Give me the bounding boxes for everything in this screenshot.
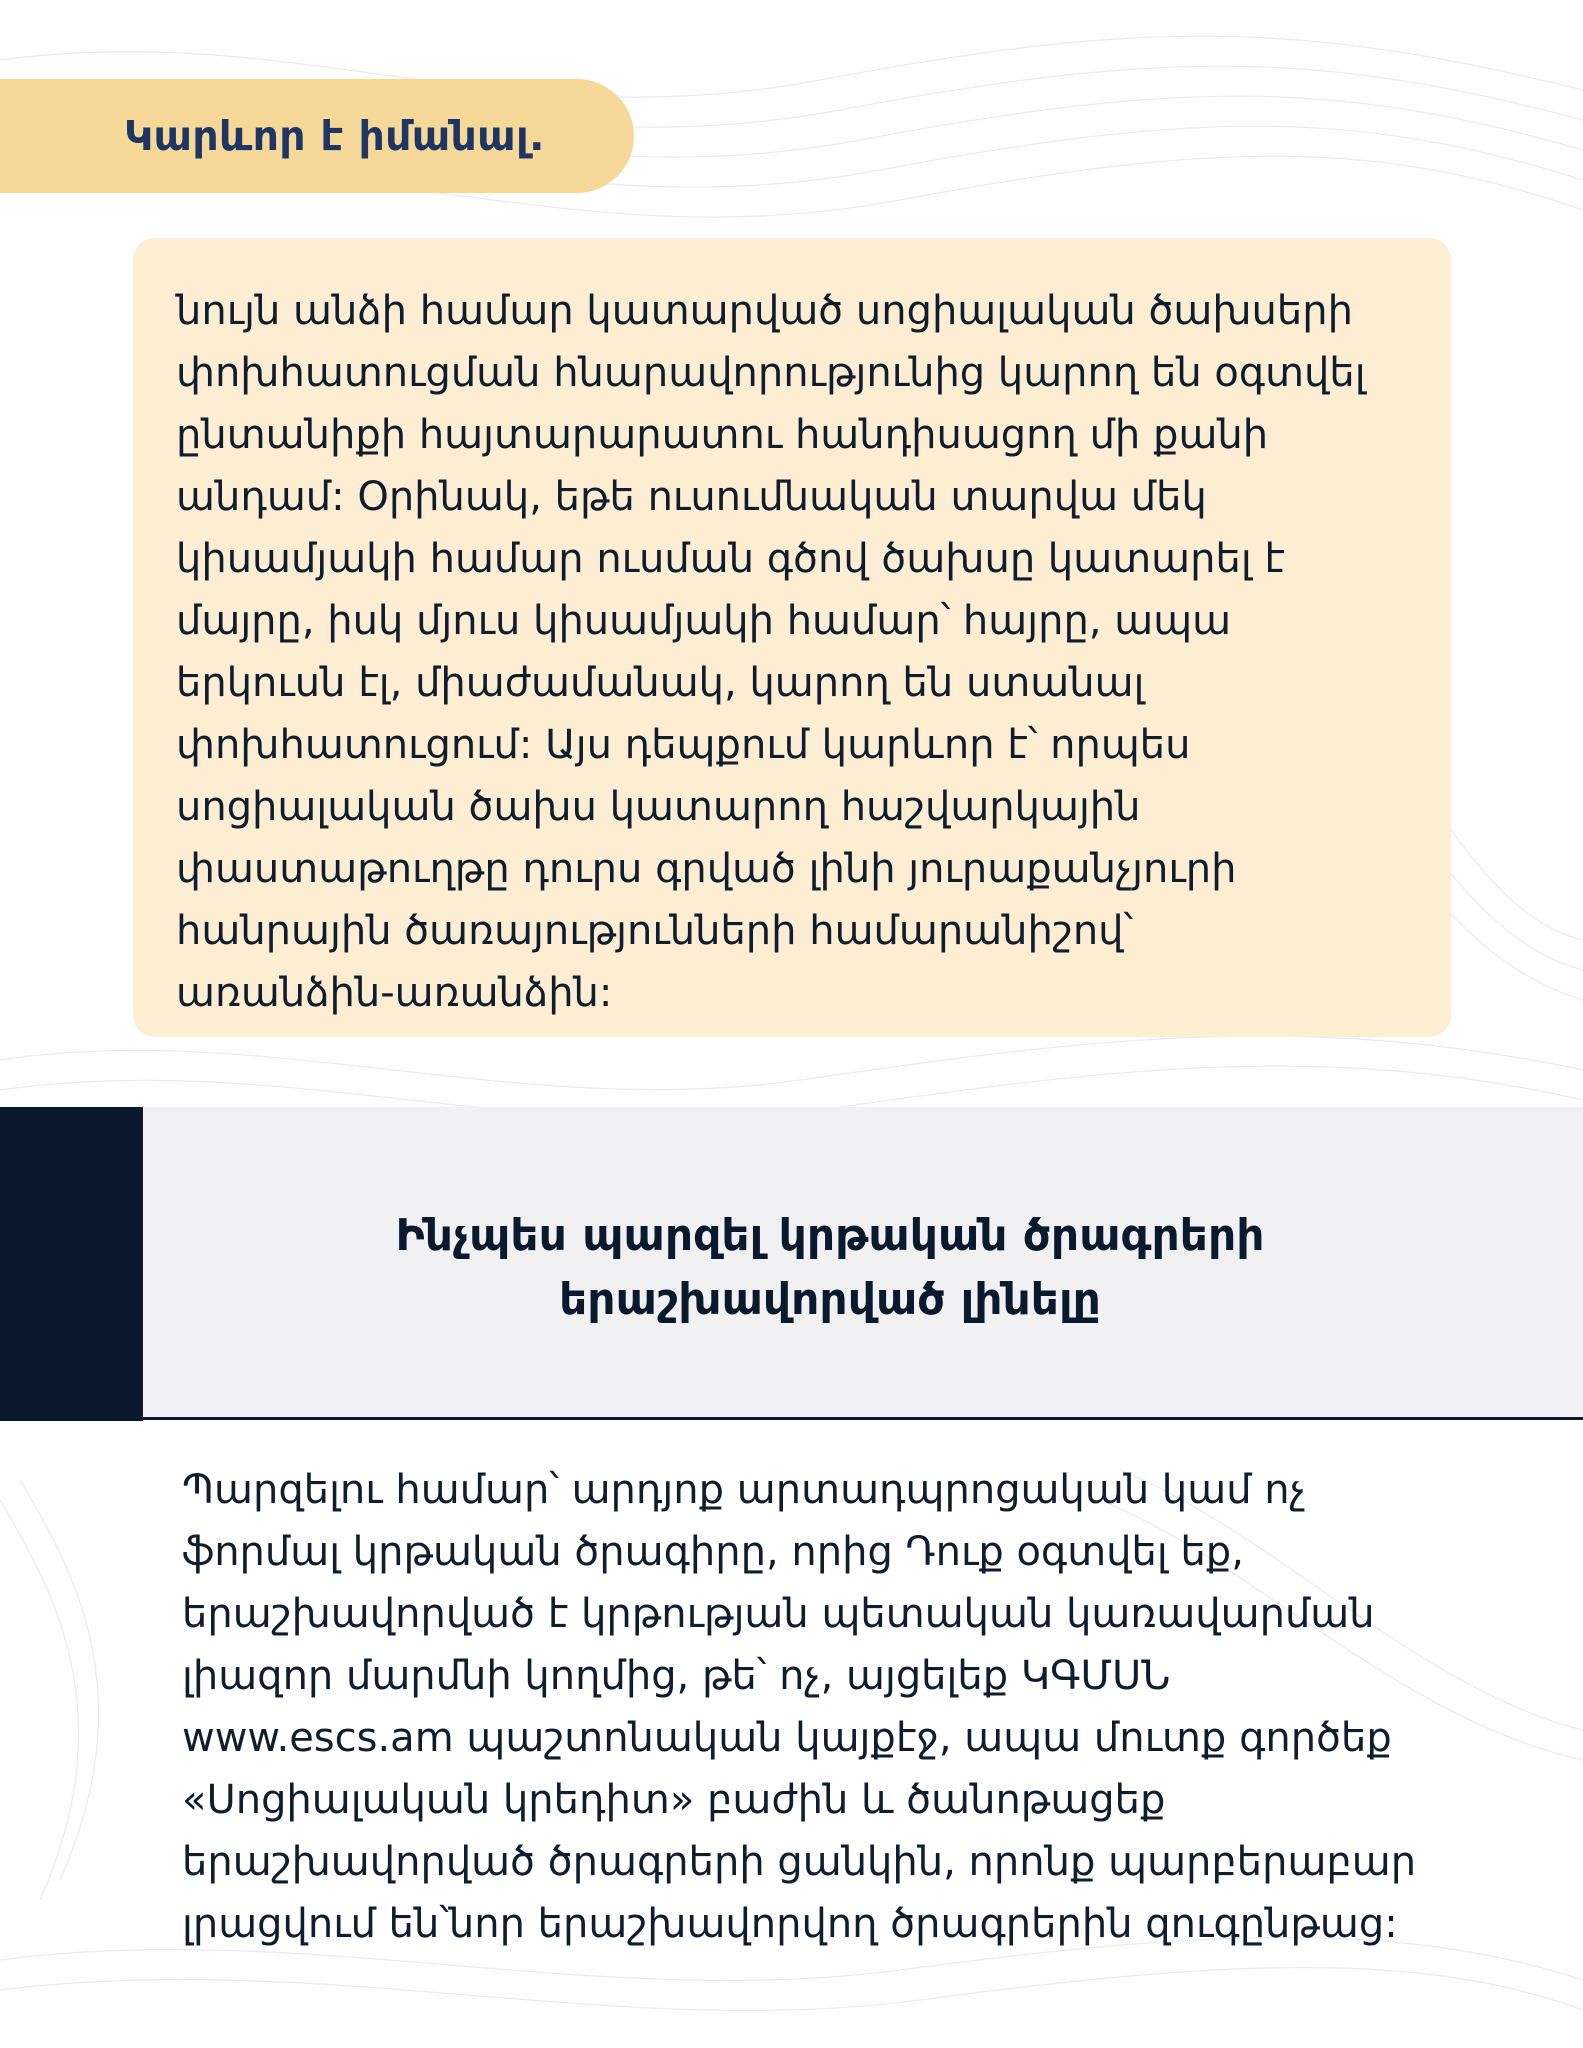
heading-accent-block [0,1107,143,1421]
note-line: հանրային ծառայությունների համարանիշով՝ [176,908,1134,954]
note-line: առանձին-առանձին: [176,970,613,1016]
body-line: լրացվում են՝նոր երաշխավորվող ծրագրերին զուգընթաց: [182,1901,1398,1947]
note-line: նույն անձի համար կատարված սոցիալական ծախսերի [176,288,1353,334]
section-heading [143,1204,1517,1332]
body-line: երաշխավորված է կրթության պետական կառավարման [182,1591,1375,1637]
body-paragraph [182,1459,1542,1955]
note-line: մայրը, իսկ մյուս կիսամյակի համար՝ հայրը, ապա [176,598,1232,644]
note-line: երկուսն էլ, միաժամանակ, կարող են ստանալ [176,660,1145,706]
heading-line: Ինչպես պարզել կրթական ծրագրերի [395,1210,1265,1261]
note-line: սոցիալական ծախս կատարող հաշվարկային [176,784,1141,830]
body-line: Պարզելու համար՝ արդյոք արտադպրոցական կամ ոչ [182,1467,1306,1513]
important-note-label: Կարևոր է իմանալ. [124,112,545,160]
important-note-tag [0,79,634,193]
note-line: փոխհատուցման հնարավորությունից կարող են օգտվել [176,350,1366,396]
heading-line: երաշխավորված լինելը [559,1274,1101,1325]
body-line: երաշխավորված ծրագրերի ցանկին, որոնք պարբերաբար [182,1839,1417,1885]
note-line: կիսամյակի համար ուսման գծով ծախսը կատարել է [176,536,1285,582]
note-line: փաստաթուղթը դուրս գրված լինի յուրաքանչյուրի [176,846,1237,892]
note-line: փոխհատուցում: Այս դեպքում կարևոր է՝ որպես [176,722,1191,768]
note-line: ընտանիքի հայտարարատու հանդիսացող մի քանի [176,412,1269,458]
section-heading-band [0,1107,1583,1421]
note-line: անդամ: Օրինակ, եթե ուսումնական տարվա մեկ [176,474,1207,520]
body-line: www.escs.am պաշտոնական կայքէջ, ապա մուտք գործեք [182,1715,1392,1761]
body-line: «Սոցիալական կրեդիտ» բաժին և ծանոթացեք [182,1777,1166,1823]
important-note-box [133,238,1451,1037]
body-line: լիազոր մարմնի կողմից, թե՝ ոչ, այցելեք ԿԳՄՍՆ [182,1653,1171,1699]
body-line: ֆորմալ կրթական ծրագիրը, որից Դուք օգտվել եք, [182,1529,1244,1575]
